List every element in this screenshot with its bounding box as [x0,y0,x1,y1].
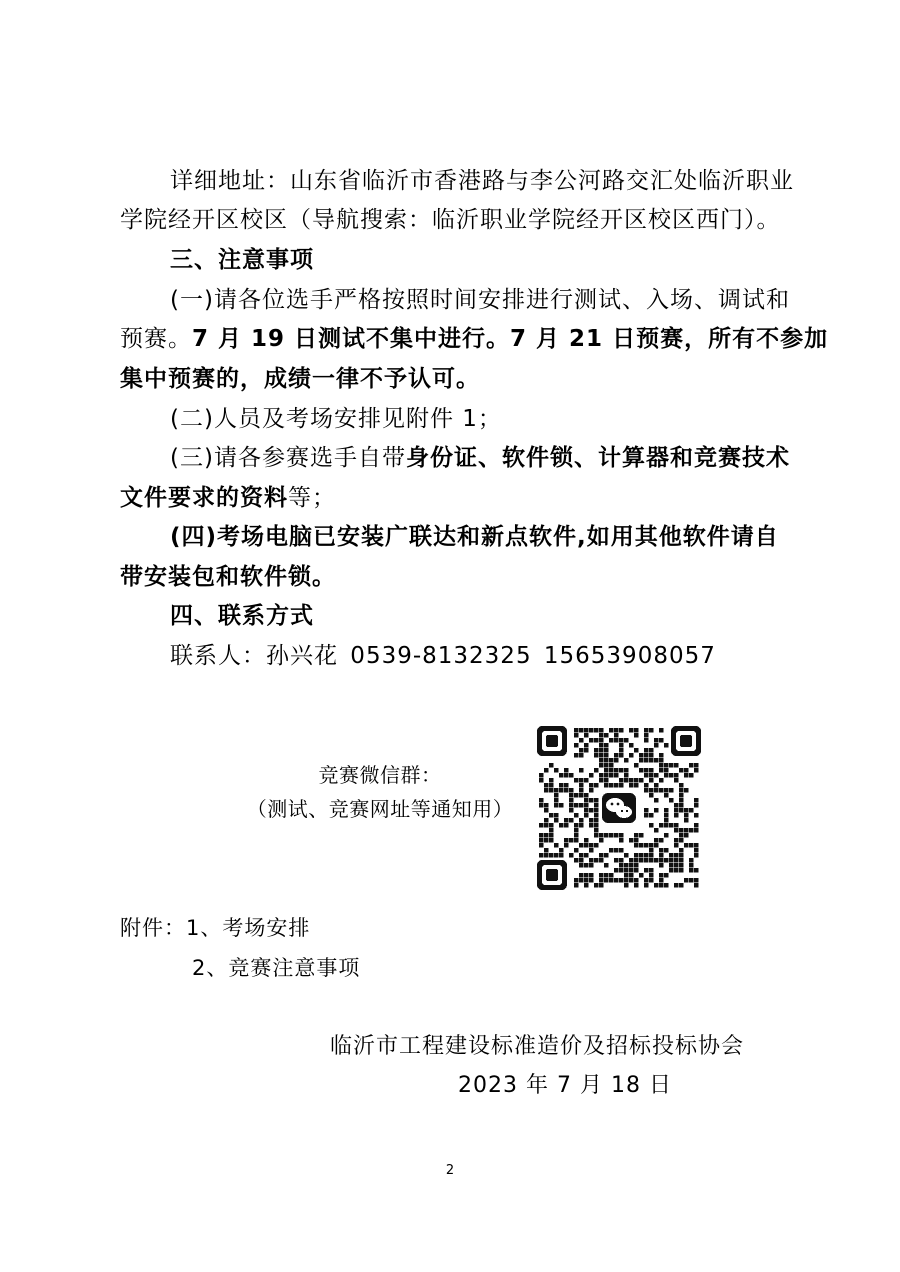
notice-item-2: (二)人员及考场安排见附件 1； [170,406,502,432]
attachment-item-2: 2、竞赛注意事项 [192,956,361,980]
issue-date: 2023 年 7 月 18 日 [458,1073,672,1098]
notice-item-3-bold: 身份证、软件锁、计算器和竞赛技术 [405,445,790,471]
notice-item-3-line-1 [170,443,790,473]
notice-item-3-suffix: 等； [288,485,336,511]
qr-finder-bottom-left [537,860,567,890]
notice-item-3-prefix: (三)请各参赛选手自带 [170,445,406,471]
notice-item-1-line-3: 集中预赛的，成绩一律不予认可。 [120,366,480,392]
contact-line: 联系人：孙兴花 0539-8132325 15653908057 [170,643,716,669]
notice-item-1-prefix: 预赛。 [120,326,192,352]
qr-finder-top-right [671,726,701,756]
notice-item-1-line-2 [120,324,828,354]
qr-caption-note: （测试、竞赛网址等通知用） [246,797,514,821]
notice-item-4-line-1: (四)考场电脑已安装广联达和新点软件,如用其他软件请自 [170,524,779,550]
notice-item-3-bold-2: 文件要求的资料 [120,485,288,511]
notice-item-1-bold: 7 月 19 日测试不集中进行。7 月 21 日预赛，所有不参加 [192,326,829,352]
attachments-label: 附件：1、考场安排 [120,916,311,940]
wechat-icon [600,791,638,825]
section-3-heading: 三、注意事项 [170,247,314,273]
issuing-organization: 临沂市工程建设标准造价及招标投标协会 [330,1034,745,1059]
section-4-heading: 四、联系方式 [170,603,314,629]
notice-item-4-line-2: 带安装包和软件锁。 [120,564,336,590]
notice-item-3-line-2 [120,483,336,513]
address-line-1: 详细地址：山东省临沂市香港路与李公河路交汇处临沂职业 [170,168,794,194]
address-line-2: 学院经开区校区（导航搜索：临沂职业学院经开区校区西门）。 [120,207,781,233]
notice-item-1-line-1: (一)请各位选手严格按照时间安排进行测试、入场、调试和 [170,287,790,313]
qr-caption-title: 竞赛微信群： [318,763,442,787]
page-number: 2 [445,1163,455,1178]
qr-finder-top-left [537,726,567,756]
wechat-qr-code [534,723,704,893]
